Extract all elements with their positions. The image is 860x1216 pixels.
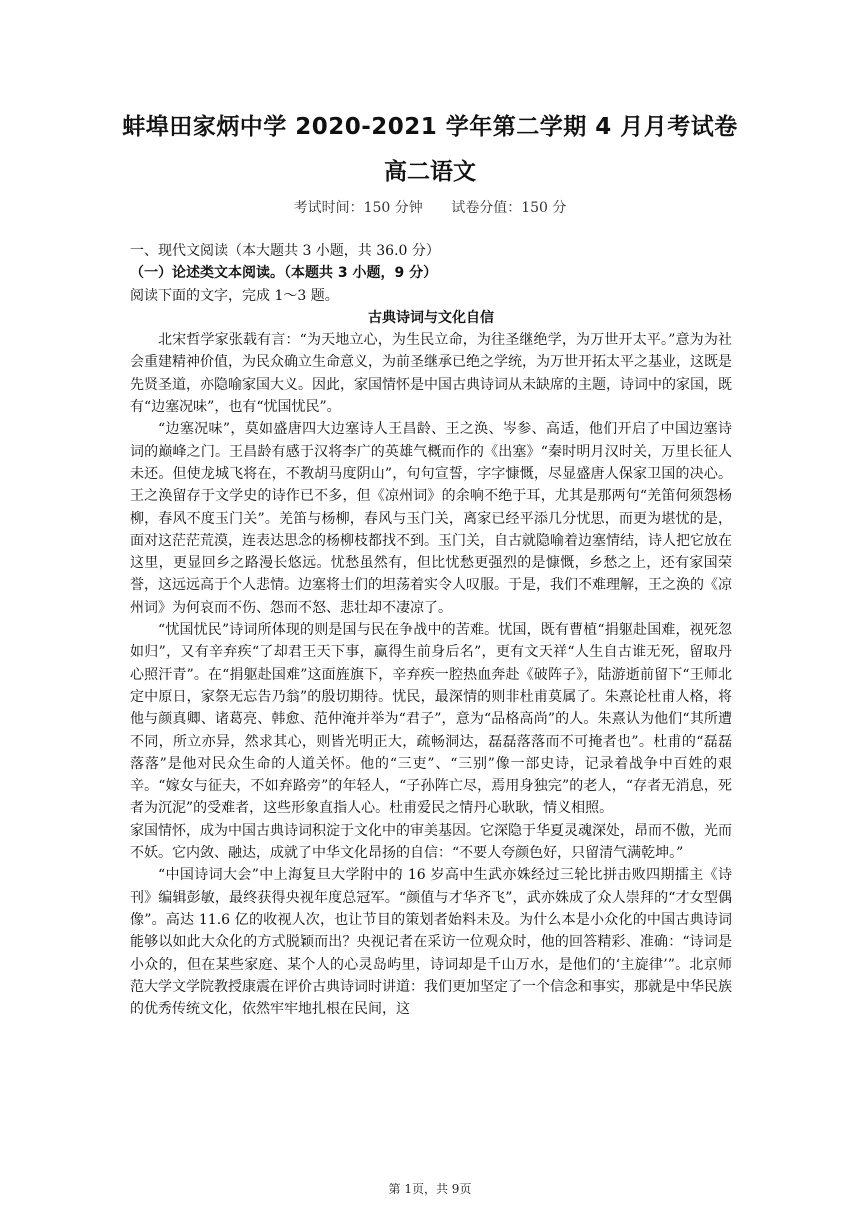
exam-title: 蚌埠田家炳中学 2020-2021 学年第二学期 4 月月考试卷 [122,114,738,140]
article-paragraph: “忧国忧民”诗词所体现的则是国与民在争战中的苦难。忧国，既有曹植“捐躯赴国难，视死忽如归”，又有辛弃疾“了却君王天下事，赢得生前身后名”，更有文天祥“人生自古谁无死，留取丹心照汗青”。在“捐躯赴国难”这面旌旗下，辛弃疾一腔热血奔赴《破阵子》，陆游逝前留下“王师北定中原日，家祭无忘告乃翁”的殷切期待。忧民，最深情的则非杜甫莫属了。朱熹论杜甫人格，将他与颜真卿、诸葛亮、韩愈、范仲淹并举为“君子”，意为“品格高尚”的人。朱熹认为他们“其所遭不同，所立亦异，然求其心，则皆光明正大，疏畅洞达，磊磊落落而不可掩者也”。杜甫的“磊磊落落”是他对民众生命的人道关怀。他的“三吏”、“三别”像一部史诗，记录着战争中百姓的艰辛。“嫁女与征夫，不如弃路旁”的年轻人，“子孙阵亡尽，焉用身独完”的老人，“存者无消息，死者为沉泥”的受难者，这些形象直指人心。杜甫爱民之情丹心耿耿，情义相照。 [130,622,732,817]
article-title: 古典诗词与文化自信 [368,309,494,326]
article-paragraph: 北宋哲学家张载有言：“为天地立心，为生民立命，为往圣继绝学，为万世开太平。”意为为社会重建精神价值，为民众确立生命意义，为前圣继承已绝之学统，为万世开拓太平之基业，这既是先贤圣道，亦隐喻家国大义。因此，家国情怀是中国古典诗词从未缺席的主题，诗词中的家国，既有“边塞况味”，也有“忧国忧民”。 [130,332,732,416]
article-paragraph: “边塞况味”，莫如盛唐四大边塞诗人王昌龄、王之涣、岑参、高适，他们开启了中国边塞诗词的巅峰之门。王昌龄有感于汉将李广的英雄气概而作的《出塞》“秦时明月汉时关，万里长征人未还。但使龙城飞将在，不教胡马度阴山”，句句宣誓，字字慷慨，尽显盛唐人保家卫国的决心。王之涣留存于文学史的诗作已不多，但《凉州词》的余响不绝于耳，尤其是那两句“羌笛何须怨杨柳，春风不度玉门关”。羌笛与杨柳，春风与玉门关，离家已经平添几分忧思，而更为堪忧的是，面对这茫茫荒漠，连表达思念的杨柳枝都找不到。玉门关，自古就隐喻着边塞情结，诗人把它放在这里，更显回乡之路漫长悠远。忧愁虽然有，但比忧愁更强烈的是慷慨，乡愁之上，还有家国荣誉，这远远高于个人悲情。边塞将士们的坦荡着实令人叹服。于是，我们不难理解，王之涣的《凉州词》为何哀而不伤、怨而不怒、悲壮却不凄凉了。 [130,421,732,616]
reading-instruction: 阅读下面的文字，完成 1～3 题。 [130,287,339,304]
exam-info [0,197,860,217]
article-paragraph: 家国情怀，成为中国古典诗词积淀于文化中的审美基因。它深隐于华夏灵魂深处，昂而不傲，光而不妖。它内敛、融达，成就了中华文化昂扬的自信：“不要人夸颜色好，只留清气满乾坤。” [130,822,732,862]
page-number: 第 1页，共 9页 [388,1182,472,1196]
article-paragraph: “中国诗词大会”中上海复旦大学附中的 16 岁高中生武亦姝经过三轮比拼击败四期擂主《诗刊》编辑彭敏，最终获得央视年度总冠军。“颜值与才华齐飞”，武亦姝成了众人崇拜的“才女型偶像”。高达 11.6 亿的收视人次，也让节目的策划者始料未及。为什么本是小众化的中国古典诗词能够以如此大众化的方式脱颖而出？央视记者在采访一位观众时，他的回答精彩、准确：“诗词是小众的，但在某些家庭、某个人的心灵岛屿里，诗词却是千山万水，是他们的‘主旋律’”。北京师范大学文学院教授康震在评价古典诗词时讲道：我们更加坚定了一个信念和事实，那就是中华民族的优秀传统文化，依然牢牢地扎根在民间，这 [130,867,732,1018]
subject-title: 高二语文 [384,159,476,185]
section-heading: 一、现代文阅读（本大题共 3 小题，共 36.0 分） [130,243,440,259]
full-score: 试卷分值：150 分 [451,200,567,216]
sub-section-heading: （一）论述类文本阅读。（本题共 3 小题，9 分） [130,265,438,282]
exam-body [130,240,732,1020]
exam-time: 考试时间：150 分钟 [293,200,423,216]
